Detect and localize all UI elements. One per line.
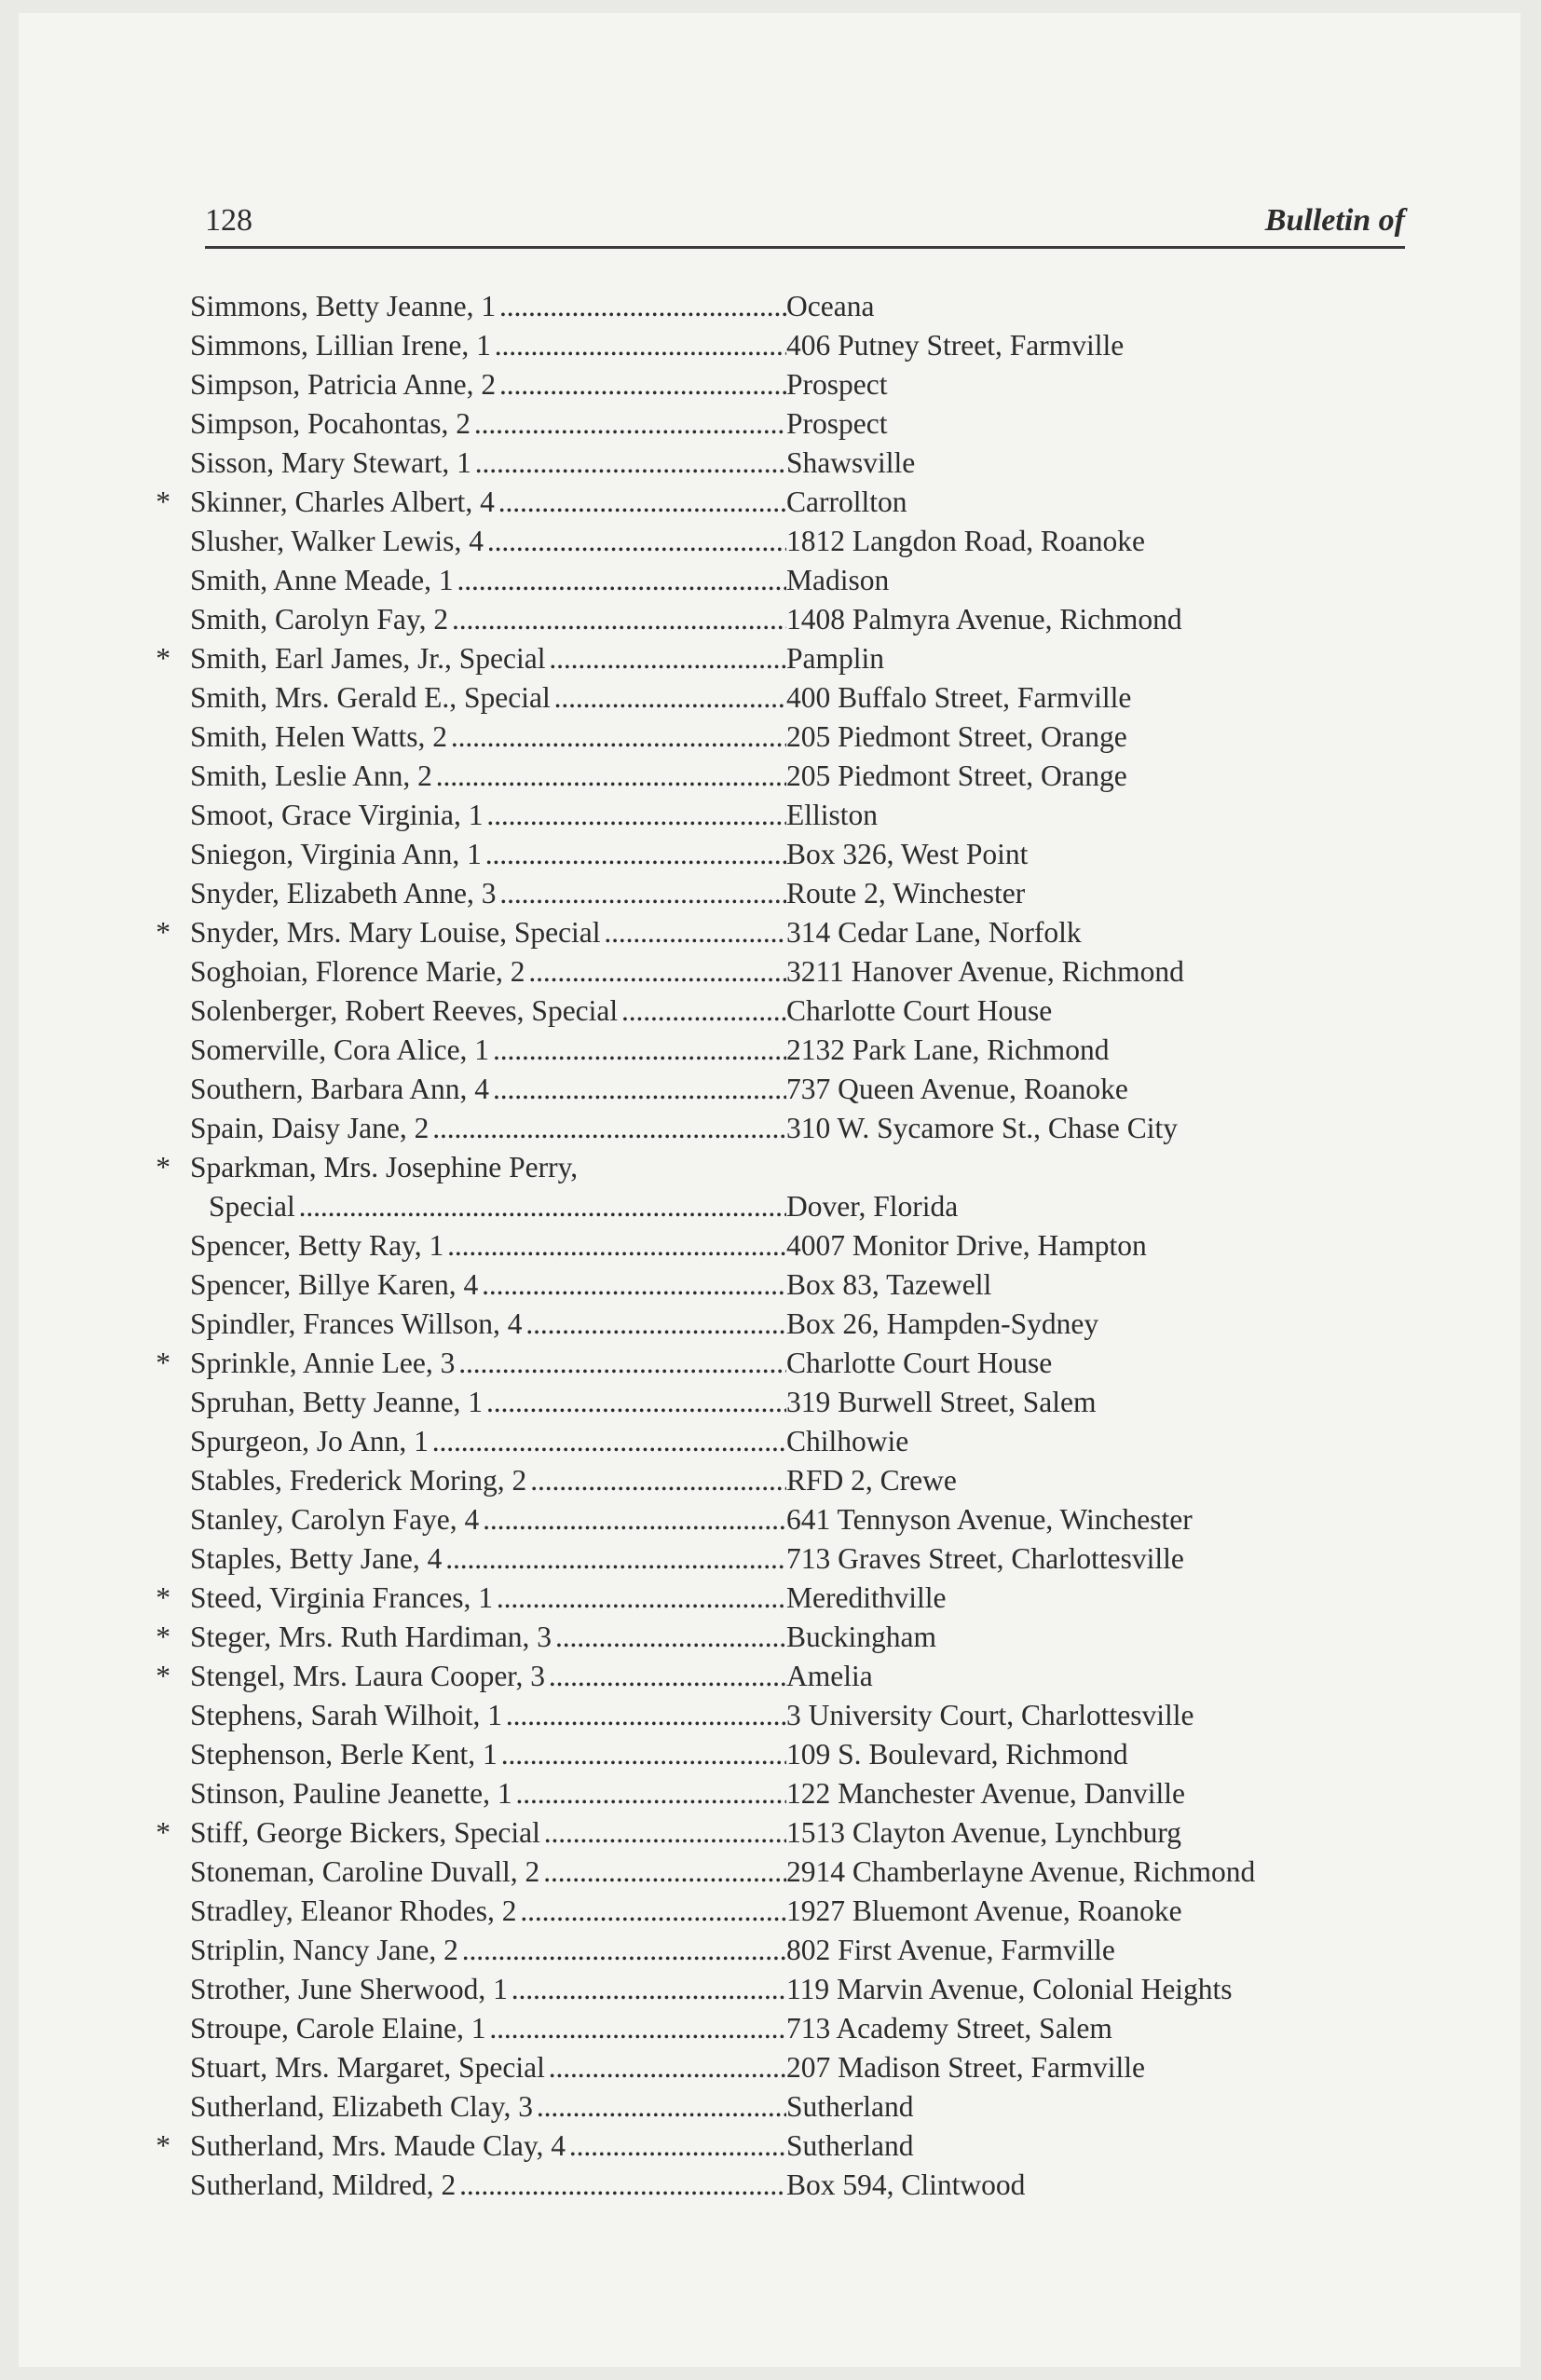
student-name: Skinner, Charles Albert, 4 . . . <box>190 483 786 522</box>
student-address: Box 326, West Point <box>786 838 1029 870</box>
student-name: Smith, Carolyn Fay, 2 . . . <box>190 600 786 639</box>
special-marker: * <box>156 2129 170 2162</box>
student-address: Shawsville <box>786 446 916 479</box>
student-name: Spruhan, Betty Jeanne, 1 . . . <box>190 1383 786 1422</box>
special-marker: * <box>156 1660 170 1692</box>
student-name: Sutherland, Elizabeth Clay, 3 . . . <box>190 2087 786 2127</box>
student-name: Sprinkle, Annie Lee, 3 . . . <box>190 1344 786 1383</box>
student-address: 207 Madison Street, Farmville <box>786 2051 1145 2084</box>
student-address: Sutherland <box>786 2129 914 2162</box>
student-name: Strother, June Sherwood, 1 . . . <box>190 1970 786 2009</box>
directory-entry <box>171 1070 1364 1109</box>
directory-entry <box>171 1305 1364 1344</box>
student-address: 1812 Langdon Road, Roanoke <box>786 525 1145 557</box>
student-address: 2914 Chamberlayne Avenue, Richmond <box>786 1855 1256 1888</box>
directory-entry <box>171 1500 1364 1539</box>
student-name: Stephenson, Berle Kent, 1 . . . <box>190 1735 786 1774</box>
student-name: Smith, Helen Watts, 2 . . . <box>190 718 786 757</box>
running-head: Bulletin of <box>1264 203 1405 238</box>
directory-entry <box>171 1539 1364 1579</box>
student-name: Sisson, Mary Stewart, 1 . . . <box>190 444 786 483</box>
student-address: 406 Putney Street, Farmville <box>786 329 1125 362</box>
page-header <box>205 199 1405 249</box>
directory-entry <box>171 1735 1364 1774</box>
student-name: Stiff, George Bickers, Special . . . <box>190 1813 786 1853</box>
student-name: Slusher, Walker Lewis, 4 . . . <box>190 522 786 561</box>
student-address: 713 Academy Street, Salem <box>786 2012 1112 2045</box>
directory-entry <box>171 1853 1364 1892</box>
student-address: 4007 Monitor Drive, Hampton <box>786 1229 1147 1262</box>
student-name: Stroupe, Carole Elaine, 1 . . . <box>190 2009 786 2048</box>
student-address: 319 Burwell Street, Salem <box>786 1386 1097 1418</box>
directory-entry <box>171 1892 1364 1931</box>
student-address: Amelia <box>786 1660 873 1692</box>
student-address: 3211 Hanover Avenue, Richmond <box>786 955 1184 988</box>
student-name: Solenberger, Robert Reeves, Special . . . <box>190 992 786 1031</box>
student-address: 737 Queen Avenue, Roanoke <box>786 1073 1128 1105</box>
student-name: Simmons, Betty Jeanne, 1 . . . <box>190 287 786 326</box>
student-name-continuation: Special . . . <box>209 1187 786 1226</box>
student-address: Oceana <box>786 290 875 322</box>
student-address: 122 Manchester Avenue, Danville <box>786 1777 1186 1810</box>
directory-entry <box>171 757 1364 796</box>
student-name: Simpson, Patricia Anne, 2 . . . <box>190 365 786 404</box>
student-name: Smith, Mrs. Gerald E., Special . . . <box>190 678 786 718</box>
special-marker: * <box>156 1581 170 1614</box>
student-name: Soghoian, Florence Marie, 2 . . . <box>190 952 786 992</box>
student-name: Spencer, Billye Karen, 4 . . . <box>190 1265 786 1305</box>
student-name: Stuart, Mrs. Margaret, Special . . . <box>190 2048 786 2087</box>
special-marker: * <box>156 1621 170 1653</box>
student-name: Steger, Mrs. Ruth Hardiman, 3 . . . <box>190 1618 786 1657</box>
directory-entry <box>171 365 1364 404</box>
directory-entry <box>171 874 1364 913</box>
student-address: Charlotte Court House <box>786 1347 1053 1379</box>
student-address: Box 83, Tazewell <box>786 1268 992 1301</box>
student-address: 119 Marvin Avenue, Colonial Heights <box>786 1973 1233 2005</box>
student-name: Sutherland, Mrs. Maude Clay, 4 . . . <box>190 2127 786 2166</box>
directory-entry <box>171 404 1364 444</box>
student-name: Stengel, Mrs. Laura Cooper, 3 . . . <box>190 1657 786 1696</box>
student-address: 802 First Avenue, Farmville <box>786 1934 1115 1966</box>
special-marker: * <box>156 916 170 949</box>
directory-entry <box>156 2127 1364 2166</box>
directory-entry <box>171 952 1364 992</box>
student-address: Pamplin <box>786 642 885 675</box>
directory-entry <box>171 600 1364 639</box>
student-name: Stephens, Sarah Wilhoit, 1 . . . <box>190 1696 786 1735</box>
directory-entry <box>171 2087 1364 2127</box>
student-address: 400 Buffalo Street, Farmville <box>786 681 1132 714</box>
student-address: 1513 Clayton Avenue, Lynchburg <box>786 1816 1182 1849</box>
student-address: Prospect <box>786 407 888 440</box>
student-name: Stables, Frederick Moring, 2 . . . <box>190 1461 786 1500</box>
student-name: Stradley, Eleanor Rhodes, 2 . . . <box>190 1892 786 1931</box>
student-address: 3 University Court, Charlottesville <box>786 1699 1194 1731</box>
student-name: Stanley, Carolyn Faye, 4 . . . <box>190 1500 786 1539</box>
student-address: Prospect <box>786 368 888 401</box>
special-marker: * <box>156 1347 170 1379</box>
directory-entry <box>171 1422 1364 1461</box>
student-name: Simmons, Lillian Irene, 1 . . . <box>190 326 786 365</box>
student-address: Meredithville <box>786 1581 947 1614</box>
student-address: Elliston <box>786 799 879 831</box>
student-name: Spencer, Betty Ray, 1 . . . <box>190 1226 786 1265</box>
student-name: Smith, Leslie Ann, 2 . . . <box>190 757 786 796</box>
student-name: Sparkman, Mrs. Josephine Perry, <box>190 1151 579 1183</box>
student-address: 314 Cedar Lane, Norfolk <box>786 916 1082 949</box>
student-address: 109 S. Boulevard, Richmond <box>786 1738 1128 1771</box>
student-name: Sutherland, Mildred, 2 . . . <box>190 2166 786 2205</box>
student-address: Box 26, Hampden-Sydney <box>786 1307 1099 1340</box>
directory-entry <box>156 1579 1364 1618</box>
directory-entry <box>171 2166 1364 2205</box>
directory-entry <box>156 1618 1364 1657</box>
student-name: Spain, Daisy Jane, 2 . . . <box>190 1109 786 1148</box>
directory-entry <box>171 992 1364 1031</box>
student-address: Charlotte Court House <box>786 994 1053 1027</box>
student-name: Smoot, Grace Virginia, 1 . . . <box>190 796 786 835</box>
student-address: RFD 2, Crewe <box>786 1464 957 1497</box>
directory-entry <box>171 1696 1364 1735</box>
student-name: Southern, Barbara Ann, 4 . . . <box>190 1070 786 1109</box>
student-name: Somerville, Cora Alice, 1 . . . <box>190 1031 786 1070</box>
student-address: 1927 Bluemont Avenue, Roanoke <box>786 1894 1182 1927</box>
student-name: Smith, Earl James, Jr., Special . . . <box>190 639 786 678</box>
student-name: Striplin, Nancy Jane, 2 . . . <box>190 1931 786 1970</box>
directory-entry <box>171 1031 1364 1070</box>
student-address: 1408 Palmyra Avenue, Richmond <box>786 603 1182 636</box>
student-directory-list <box>156 287 1364 2205</box>
directory-entry <box>171 2009 1364 2048</box>
student-address: Dover, Florida <box>786 1190 959 1223</box>
student-name: Spindler, Frances Willson, 4 . . . <box>190 1305 786 1344</box>
special-marker: * <box>156 1816 170 1849</box>
directory-entry <box>171 678 1364 718</box>
directory-entry <box>171 1109 1364 1148</box>
student-name: Stoneman, Caroline Duvall, 2 . . . <box>190 1853 786 1892</box>
directory-entry <box>156 913 1364 952</box>
student-address: Box 594, Clintwood <box>786 2168 1026 2201</box>
directory-entry <box>156 1148 1364 1226</box>
directory-entry <box>171 2048 1364 2087</box>
student-address: 310 W. Sycamore St., Chase City <box>786 1112 1178 1144</box>
student-name: Snyder, Mrs. Mary Louise, Special . . . <box>190 913 786 952</box>
student-name: Snyder, Elizabeth Anne, 3 . . . <box>190 874 786 913</box>
student-address: 2132 Park Lane, Richmond <box>786 1033 1110 1066</box>
directory-entry <box>156 639 1364 678</box>
page-number: 128 <box>205 203 252 238</box>
student-address: Sutherland <box>786 2090 914 2123</box>
directory-entry <box>156 1657 1364 1696</box>
special-marker: * <box>156 642 170 675</box>
directory-entry <box>171 1461 1364 1500</box>
directory-entry <box>171 1970 1364 2009</box>
student-name: Smith, Anne Meade, 1 . . . <box>190 561 786 600</box>
student-address: Chilhowie <box>786 1425 909 1457</box>
student-address: 205 Piedmont Street, Orange <box>786 720 1127 753</box>
directory-entry <box>171 1931 1364 1970</box>
directory-entry <box>171 444 1364 483</box>
directory-entry <box>171 287 1364 326</box>
directory-entry <box>171 796 1364 835</box>
student-address: Route 2, Winchester <box>786 877 1026 910</box>
directory-entry <box>156 1344 1364 1383</box>
student-address: 205 Piedmont Street, Orange <box>786 759 1127 792</box>
directory-entry <box>171 561 1364 600</box>
directory-entry <box>156 1813 1364 1853</box>
student-address: 641 Tennyson Avenue, Winchester <box>786 1503 1193 1536</box>
directory-entry <box>171 1774 1364 1813</box>
directory-entry <box>171 326 1364 365</box>
directory-entry <box>171 1383 1364 1422</box>
student-address: Buckingham <box>786 1621 936 1653</box>
directory-entry <box>171 522 1364 561</box>
student-address: Madison <box>786 564 890 596</box>
student-address: Carrollton <box>786 486 907 518</box>
directory-entry <box>171 835 1364 874</box>
student-name: Sniegon, Virginia Ann, 1 . . . <box>190 835 786 874</box>
directory-entry <box>171 1226 1364 1265</box>
special-marker: * <box>156 1151 170 1183</box>
student-name: Steed, Virginia Frances, 1 . . . <box>190 1579 786 1618</box>
special-marker: * <box>156 486 170 518</box>
student-name: Staples, Betty Jane, 4 . . . <box>190 1539 786 1579</box>
student-name: Stinson, Pauline Jeanette, 1 . . . <box>190 1774 786 1813</box>
directory-entry <box>156 483 1364 522</box>
student-name: Spurgeon, Jo Ann, 1 . . . <box>190 1422 786 1461</box>
student-name: Simpson, Pocahontas, 2 . . . <box>190 404 786 444</box>
directory-entry <box>171 718 1364 757</box>
directory-entry <box>171 1265 1364 1305</box>
student-address: 713 Graves Street, Charlottesville <box>786 1542 1184 1575</box>
